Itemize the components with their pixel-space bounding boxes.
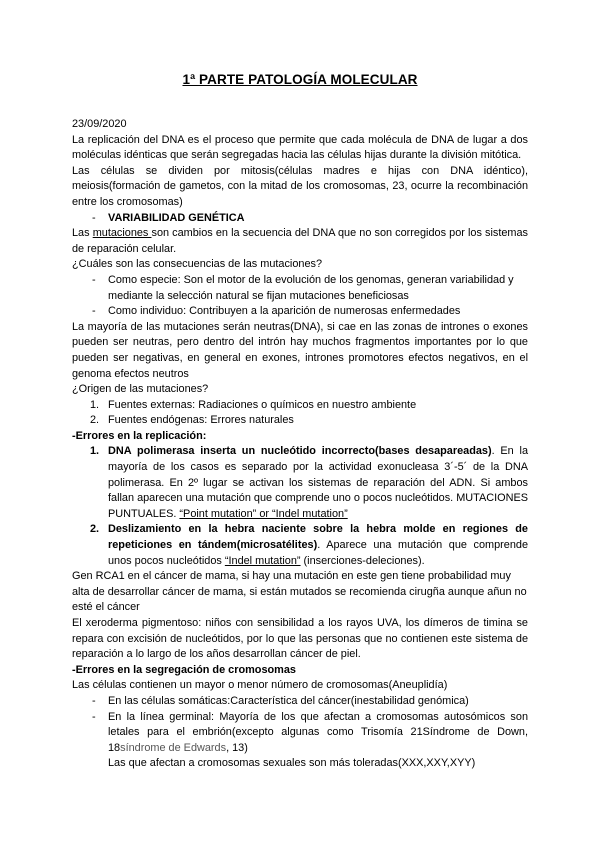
section-heading-segregation-errors: -Errores en la segregación de cromosomas [72, 663, 296, 676]
paragraph-xeroderma: El xeroderma pigmentoso: niños con sensibilidad a los rayos UVA, los dímeros de timina se repara con excisión de nucleótidos, por lo que las personas que no contienen este sistema de reparación a lo largo de los años desarrollan cáncer de piel. [72, 617, 528, 661]
text: . Aparece una mutación que comprende unos pocos nucleótidos [108, 539, 528, 567]
number-marker: 1. [90, 445, 100, 458]
list-item-text: En las células somáticas:Característica del cáncer(inestabilidad genómica) [108, 694, 469, 707]
dash-marker: - [92, 305, 96, 318]
list-item-text: Como especie: Son el motor de la evolución de los genomas, generan variabilidad y mediante la selección natural se fijan mutaciones beneficiosas [108, 273, 514, 302]
list-item-continuation: Las que afectan a cromosomas sexuales son más toleradas(XXX,XXY,XYY) [108, 757, 476, 770]
list-item-text: Fuentes endógenas: Errores naturales [108, 414, 294, 427]
question-origin: ¿Origen de las mutaciones? [72, 383, 209, 396]
dash-marker: - [92, 273, 96, 286]
list-item [72, 710, 528, 757]
page-title: 1ª PARTE PATOLOGÍA MOLECULAR [182, 72, 418, 87]
paragraph-rca1: Gen RCA1 en el cáncer de mama, si hay una mutación en este gen tiene probabilidad muy alta de desarrollar cáncer de mama, si están mutados se recomienda cirugña aunque añun no esté el cáncer [72, 570, 527, 614]
text: (inserciones-deleciones). [300, 554, 425, 567]
paragraph-neutral-mutations: La mayoría de las mutaciones serán neutras(DNA), si cae en las zonas de intrones o exones pueden ser neutras, pero dentro del intrón hay muchos fragmentos importantes por lo que pueden ser negativas, en general en exones, intrones promotores efectos negativos, en el genoma efectos neutros [72, 320, 528, 380]
number-marker: 2. [90, 523, 100, 536]
dash-marker: - [92, 710, 96, 723]
numbered-item [72, 413, 528, 429]
list-item-text: Como individuo: Contribuyen a la aparición de numerosas enfermedades [108, 305, 461, 318]
list-item-text: Fuentes externas: Radiaciones o químicos en nuestro ambiente [108, 398, 417, 411]
underlined-term: “Point mutation” or “Indel mutation” [179, 507, 348, 520]
list-item [72, 694, 528, 710]
text: . En la mayoría de los casos es separado por la actividad exonucleasa 3´-5´ de la DNA polimerasa. En 2º lugar se activan los sistemas de reparación del ADN. Si ambos fallan aparecen una mutación que comprende uno o pocos nucleótidos. MUTACIONES PUNTUALES. [108, 445, 529, 520]
dash-marker: - [92, 694, 96, 707]
paragraph-cell-division: Las células se dividen por mitosis(células madres e hijas con DNA idéntico), meiosis(formación de gametos, con la mitad de los cromosomas, 23, ocurre la recombinación entre los cromosomas) [72, 164, 528, 208]
number-marker: 2. [90, 414, 100, 427]
question-consequences: ¿Cuáles son las consecuencias de las mutaciones? [72, 258, 323, 271]
list-item [72, 273, 528, 304]
paragraph-mutations-definition [72, 226, 528, 257]
underlined-term: mutaciones [92, 227, 152, 240]
text: Las [72, 227, 93, 240]
dash-marker: - [92, 211, 96, 224]
list-item [72, 304, 528, 320]
paragraph-replication: La replicación del DNA es el proceso que permite que cada molécula de DNA de lugar a dos moléculas idénticas que serán segregadas hacia las células hijas durante la división mitótica. [72, 133, 528, 162]
paragraph-aneuploidy: Las células contienen un mayor o menor número de cromosomas(Aneuplidía) [72, 679, 448, 692]
number-marker: 1. [90, 398, 100, 411]
numbered-item [72, 522, 528, 569]
text: , 13) [226, 741, 248, 754]
underlined-term: “Indel mutation” [224, 554, 301, 567]
section-heading-replication-errors: -Errores en la replicación: [72, 429, 207, 442]
text: En la línea germinal: Mayoría de los que afectan a cromosomas autosómicos son letales para el embrión(excepto algunas como Trisomía 21Síndrome de Down, 18 [108, 710, 528, 754]
text: son cambios en la secuencia del DNA que no son corregidos por los sistemas de reparación celular. [72, 227, 529, 255]
grey-text: síndrome de Edwards [120, 741, 227, 754]
document-body [72, 117, 528, 772]
section-heading-variability [72, 211, 528, 227]
section-title: VARIABILIDAD GENÉTICA [108, 211, 245, 224]
numbered-item [72, 398, 528, 414]
numbered-item [72, 444, 528, 522]
bold-text: DNA polimerasa inserta un nucleótido incorrecto(bases desapareadas) [108, 445, 492, 458]
date: 23/09/2020 [72, 118, 127, 130]
bold-text: Deslizamiento en la hebra naciente sobre la hebra molde en regiones de repeticiones en tándem(microsatélites) [108, 523, 528, 552]
